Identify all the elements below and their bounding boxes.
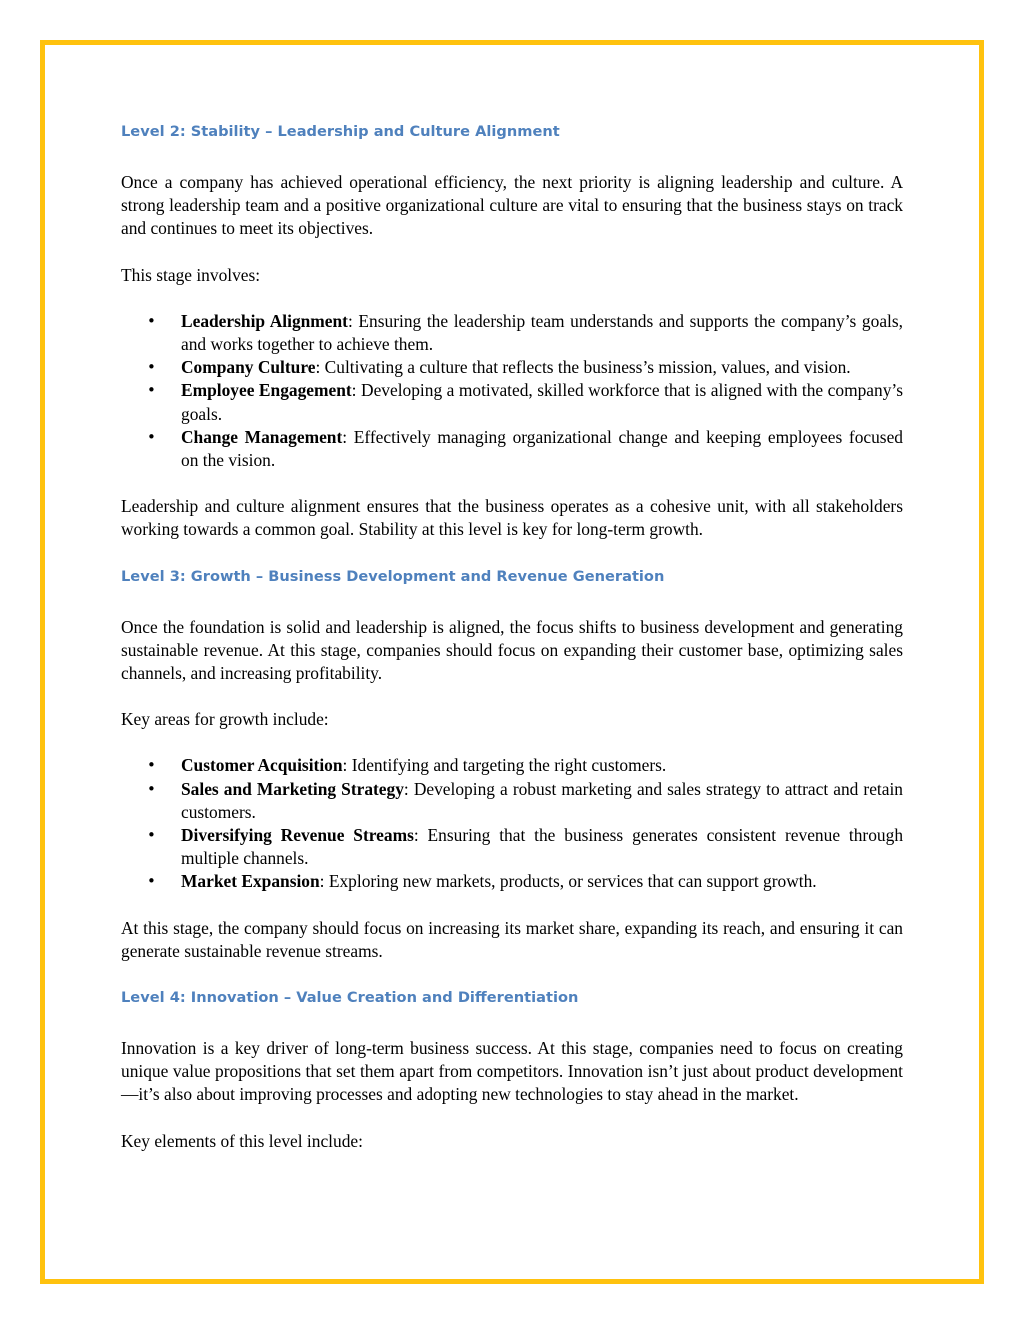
list-item-desc: : Ensuring the leadership team understands and supports the company’s goals, and works together to achieve them. <box>181 310 903 355</box>
section-lead: Key areas for growth include: <box>121 709 329 730</box>
section-lead: Key elements of this level include: <box>121 1130 363 1151</box>
list-item <box>181 310 903 356</box>
list-item-term: Market Expansion <box>181 871 320 892</box>
list-item <box>181 379 903 425</box>
section-heading: Level 2: Stability – Leadership and Culture Alignment <box>121 123 560 140</box>
section-lead: This stage involves: <box>121 264 261 285</box>
section-heading: Level 3: Growth – Business Development and Revenue Generation <box>121 567 665 585</box>
bullet-list <box>121 310 903 472</box>
list-item-term: Change Management <box>181 426 343 447</box>
list-item-term: Customer Acquisition <box>181 755 343 776</box>
list-item-desc: : Ensuring that the business generates consistent revenue through multiple channels. <box>181 825 904 869</box>
section-intro: Once the foundation is solid and leadership is aligned, the focus shifts to business development and generating sustainable revenue. At this stage, companies should focus on expanding their customer base, optimizing sales channels, and increasing profitability. <box>121 616 903 684</box>
list-item <box>181 754 903 777</box>
list-item-desc: : Identifying and targeting the right customers. <box>342 755 667 776</box>
document-body <box>121 120 903 1176</box>
section-level-3 <box>121 565 903 963</box>
list-item-term: Leadership Alignment <box>181 310 348 331</box>
list-item <box>181 426 903 472</box>
list-item <box>181 356 903 379</box>
list-item-desc: : Cultivating a culture that reflects the business’s mission, values, and vision. <box>315 357 851 378</box>
section-heading: Level 4: Innovation – Value Creation and Differentiation <box>121 989 579 1007</box>
list-item <box>181 824 903 870</box>
list-item <box>181 870 903 893</box>
list-item-desc: : Effectively managing organizational change and keeping employees focused on the vision. <box>181 426 903 471</box>
section-outro: At this stage, the company should focus on increasing its market share, expanding its reach, and ensuring it can generate sustainable revenue streams. <box>121 917 903 961</box>
section-level-2 <box>121 120 903 542</box>
list-item-term: Company Culture <box>181 357 316 378</box>
list-item-term: Employee Engagement <box>181 380 352 401</box>
list-item-term: Diversifying Revenue Streams <box>181 825 414 846</box>
section-outro: Leadership and culture alignment ensures that the business operates as a cohesive unit, with all stakeholders working towards a common goal. Stability at this level is key for long-term growth. <box>121 496 903 540</box>
section-intro: Innovation is a key driver of long-term business success. At this stage, companies need to focus on creating unique value propositions that set them apart from competitors. Innovation isn’t just about product development—it’s also about improving processes and adopting new technologies to stay ahead in the market. <box>121 1038 903 1105</box>
list-item <box>181 778 903 824</box>
list-item-term: Sales and Marketing Strategy <box>181 778 404 799</box>
list-item-desc: : Developing a motivated, skilled workforce that is aligned with the company’s goals. <box>181 380 903 424</box>
list-item-desc: : Exploring new markets, products, or services that can support growth. <box>319 871 817 892</box>
list-item-desc: : Developing a robust marketing and sales strategy to attract and retain customers. <box>181 778 903 822</box>
bullet-list <box>121 754 903 893</box>
section-intro: Once a company has achieved operational efficiency, the next priority is aligning leadership and culture. A strong leadership team and a positive organizational culture are vital to ensuring that the business stays on track and continues to meet its objectives. <box>121 172 903 239</box>
section-level-4 <box>121 986 903 1153</box>
